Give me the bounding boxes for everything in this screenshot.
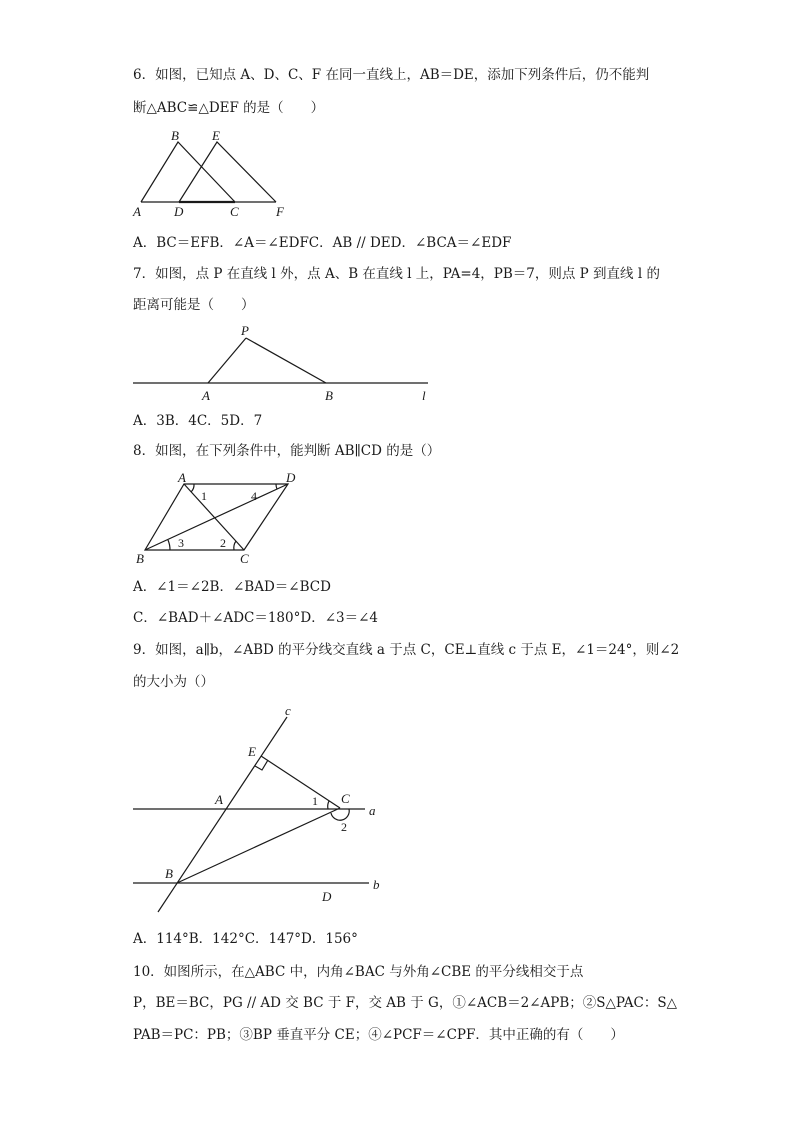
- q6-stem-line2: 断△ABC≌△DEF 的是（ ）: [133, 100, 325, 116]
- q8-option-line1: A．∠1＝∠2B．∠BAD＝∠BCD: [133, 579, 331, 595]
- q8-figure: [130, 470, 305, 570]
- q8-angle-4-arc: [276, 484, 277, 489]
- q8-label-c: C: [240, 551, 249, 566]
- q8-label-angle-4: 4: [251, 489, 257, 503]
- q7-figure: [130, 320, 440, 405]
- q10-stem-line2: P，BE＝BC，PG // AD 交 BC 于 F，交 AB 于 G，①∠ACB＝2∠APB；②S△PAC：S△: [133, 995, 677, 1011]
- q8-label-angle-1: 1: [201, 489, 207, 503]
- q9-label-b: B: [165, 866, 173, 881]
- q7-segment-pa: [208, 338, 246, 383]
- q9-stem-line1: 9．如图，a∥b，∠ABD 的平分线交直线 a 于点 C，CE⊥直线 c 于点 E，∠1＝24°，则∠2: [133, 642, 680, 658]
- q9-label-c: C: [341, 791, 350, 806]
- q6-label-f: F: [276, 204, 284, 219]
- q9-options: A．114°B．142°C．147°D．156°: [133, 931, 358, 947]
- q7-segment-pb: [246, 338, 326, 383]
- q9-figure: [125, 700, 395, 920]
- q6-label-c: C: [230, 204, 239, 219]
- q6-label-b: B: [171, 128, 179, 143]
- q8-label-b: B: [136, 551, 144, 566]
- q8-angle-3-arc: [168, 540, 170, 550]
- q7-options: A．3B．4C．5D．7: [133, 413, 263, 429]
- q6-triangle-abc: [141, 142, 235, 202]
- q8-label-angle-2: 2: [220, 536, 226, 550]
- q8-angle-1-arc: [191, 484, 194, 492]
- q7-stem-line1: 7．如图，点 P 在直线 l 外，点 A、B 在直线 l 上，PA=4，PB＝7，则点 P 到直线 l 的: [133, 266, 660, 282]
- q6-triangle-def: [179, 142, 276, 202]
- q6-stem-line1: 6．如图，已知点 A、D、C、F 在同一直线上，AB＝DE，添加下列条件后，仍不能判: [133, 67, 650, 83]
- q7-label-b: B: [325, 388, 333, 403]
- q8-label-a: A: [178, 470, 186, 485]
- q8-stem: 8．如图，在下列条件中，能判断 AB∥CD 的是（）: [133, 443, 441, 459]
- q8-label-angle-3: 3: [178, 536, 184, 550]
- q9-label-angle-2: 2: [341, 820, 347, 834]
- q9-label-b-line: b: [373, 877, 380, 892]
- q7-label-a: A: [202, 388, 210, 403]
- q6-figure: [125, 126, 300, 222]
- q9-angle-1-arc: [328, 801, 329, 809]
- q9-label-d: D: [322, 889, 332, 904]
- q6-label-a: A: [133, 204, 141, 219]
- q9-label-e: E: [248, 744, 256, 759]
- q7-stem-line2: 距离可能是（ ）: [133, 297, 255, 313]
- q9-label-a: A: [215, 792, 223, 807]
- q9-segment-ec: [261, 756, 340, 808]
- q9-stem-line2: 的大小为（）: [133, 674, 214, 690]
- q6-label-d: D: [174, 204, 184, 219]
- q9-label-c-line: c: [285, 703, 291, 718]
- q9-label-a-line: a: [369, 803, 376, 818]
- q8-label-d: D: [286, 470, 296, 485]
- q9-label-angle-1: 1: [312, 794, 318, 808]
- q7-label-p: P: [241, 323, 249, 338]
- q10-stem-line3: PAB＝PC：PB；③BP 垂直平分 CE；④∠PCF＝∠CPF．其中正确的有（ ）: [133, 1027, 624, 1043]
- q8-angle-2-arc: [234, 541, 236, 550]
- q7-label-l: l: [422, 388, 426, 403]
- q6-options: A．BC＝EFB．∠A＝∠EDFC．AB // DED．∠BCA＝∠EDF: [133, 235, 512, 251]
- q10-stem-line1: 10．如图所示，在△ABC 中，内角∠BAC 与外角∠CBE 的平分线相交于点: [133, 964, 584, 980]
- q8-option-line2: C．∠BAD＋∠ADC＝180°D．∠3＝∠4: [133, 610, 378, 626]
- q8-diagonal-ac: [184, 484, 244, 550]
- q6-label-e: E: [212, 128, 220, 143]
